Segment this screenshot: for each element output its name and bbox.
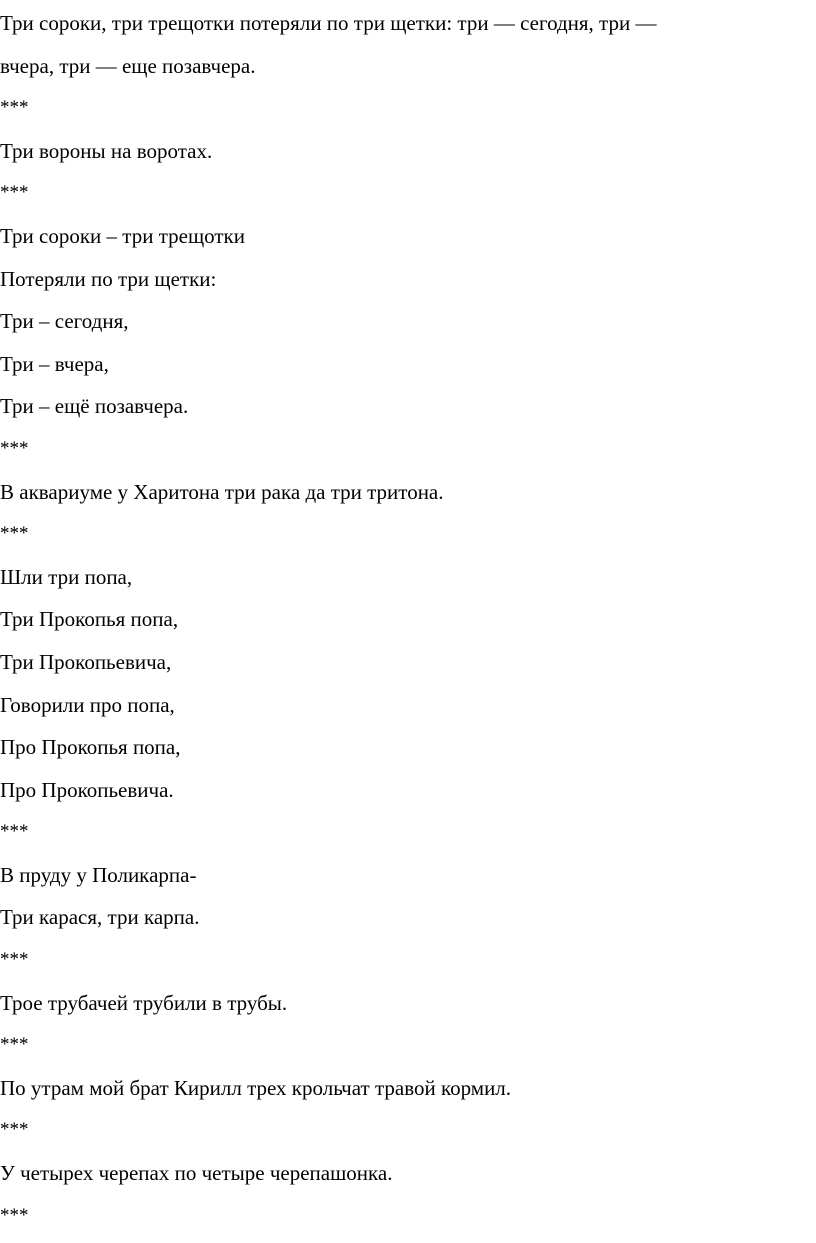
text-line: Три – вчера, [0,351,109,376]
text-line: Три Прокопьевича, [0,649,172,674]
text-line: В пруду у Поликарпа- [0,862,197,887]
separator-line: *** [0,1034,29,1056]
separator-line: *** [0,523,29,545]
separator-line: *** [0,949,29,971]
separator-line: *** [0,1119,29,1141]
text-line: Потеряли по три щетки: [0,266,217,291]
text-line: В аквариуме у Харитона три рака да три тритона. [0,479,444,504]
text-line: Три Прокопья попа, [0,607,179,632]
text-line: Говорили про попа, [0,692,175,717]
separator-line: *** [0,437,29,459]
separator-line: *** [0,1204,29,1226]
text-line: Трое трубачей трубили в трубы. [0,990,288,1015]
text-line: Три карася, три карпа. [0,905,200,930]
separator-line: *** [0,97,29,119]
text-line: Три – ещё позавчера. [0,394,189,419]
text-line: вчера, три — еще позавчера. [0,53,256,78]
text-line: Про Прокопьевича. [0,777,174,802]
text-line: Три вороны на воротах. [0,138,213,163]
text-line: Про Прокопья попа, [0,735,181,760]
text-line: Три сороки – три трещотки [0,223,245,248]
text-line: У четырех черепах по четыре черепашонка. [0,1161,393,1186]
text-line: Шли три попа, [0,564,133,589]
text-line: По утрам мой брат Кирилл трех крольчат травой кормил. [0,1075,512,1100]
text-line: Три – сегодня, [0,309,129,334]
text-line: Три сороки, три трещотки потеряли по три щетки: три — сегодня, три — [0,11,657,35]
separator-line: *** [0,182,29,204]
separator-line: *** [0,821,29,843]
